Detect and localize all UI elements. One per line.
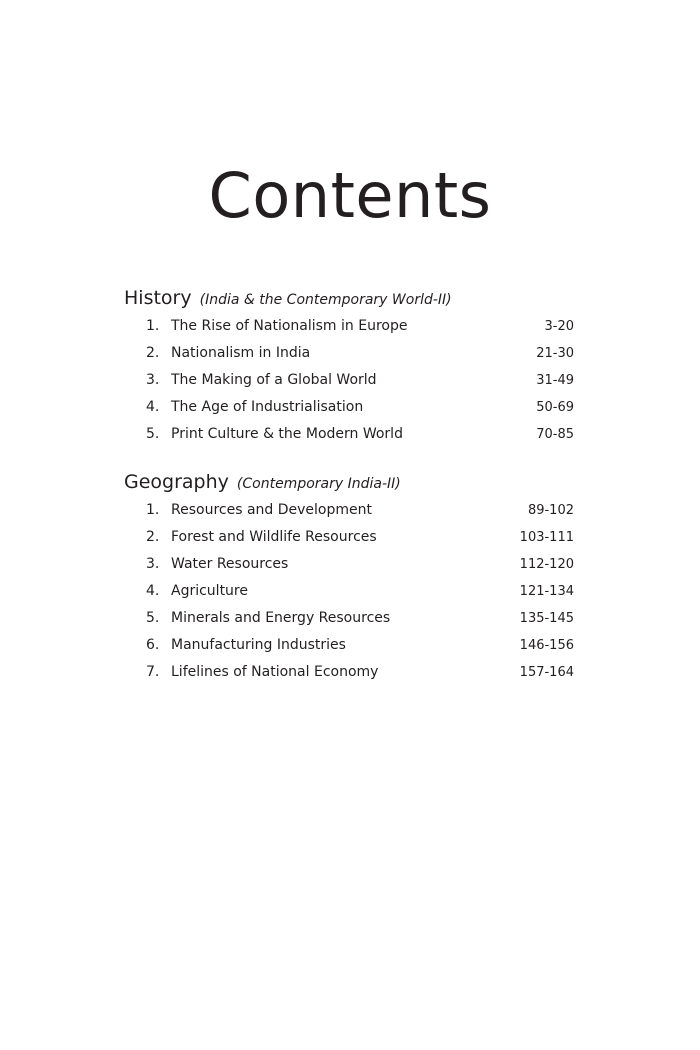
section-subtitle: (India & the Contemporary World-II) (199, 292, 452, 308)
chapter-row[interactable] (124, 524, 574, 551)
chapter-page-range: 121-134 (519, 584, 574, 599)
section-subtitle: (Contemporary India-II) (236, 476, 401, 492)
chapter-row[interactable] (124, 497, 574, 524)
chapter-number: 2. (146, 345, 160, 361)
chapter-title: The Age of Industrialisation (171, 399, 364, 415)
chapter-title: Forest and Wildlife Resources (171, 529, 377, 545)
chapter-title: Water Resources (171, 556, 289, 572)
chapter-title: The Making of a Global World (171, 372, 377, 388)
chapter-row[interactable] (124, 659, 574, 686)
chapter-number: 1. (146, 318, 160, 334)
chapter-page-range: 31-49 (536, 373, 574, 388)
chapter-number: 6. (146, 637, 160, 653)
chapter-page-range: 21-30 (536, 346, 574, 361)
chapter-row[interactable] (124, 605, 574, 632)
chapter-page-range: 146-156 (519, 638, 574, 653)
section-history (124, 284, 574, 448)
chapter-list (124, 313, 574, 448)
chapter-row[interactable] (124, 340, 574, 367)
page-title: Contents (208, 159, 492, 232)
chapter-row[interactable] (124, 551, 574, 578)
chapter-number: 7. (146, 664, 160, 680)
chapter-page-range: 135-145 (519, 611, 574, 626)
chapter-page-range: 89-102 (527, 503, 574, 518)
chapter-row[interactable] (124, 632, 574, 659)
section-heading (124, 468, 574, 496)
section-name: History (124, 287, 192, 309)
chapter-page-range: 103-111 (519, 530, 574, 545)
chapter-number: 5. (146, 426, 160, 442)
chapter-number: 4. (146, 399, 160, 415)
chapter-row[interactable] (124, 394, 574, 421)
chapter-page-range: 70-85 (536, 427, 574, 442)
chapter-row[interactable] (124, 367, 574, 394)
chapter-number: 5. (146, 610, 160, 626)
chapter-page-range: 3-20 (544, 319, 574, 334)
chapter-row[interactable] (124, 313, 574, 340)
chapter-title: Print Culture & the Modern World (171, 426, 403, 442)
chapter-title: Manufacturing Industries (171, 637, 346, 653)
chapter-number: 3. (146, 556, 160, 572)
section-geography (124, 468, 574, 686)
chapter-page-range: 157-164 (519, 665, 574, 680)
chapter-row[interactable] (124, 421, 574, 448)
chapter-title: Resources and Development (171, 502, 372, 518)
chapter-list (124, 497, 574, 686)
chapter-number: 2. (146, 529, 160, 545)
section-name: Geography (124, 471, 229, 493)
chapter-number: 4. (146, 583, 160, 599)
chapter-title: Agriculture (171, 583, 248, 599)
chapter-title: Nationalism in India (171, 345, 311, 361)
chapter-title: Minerals and Energy Resources (171, 610, 391, 626)
chapter-title: Lifelines of National Economy (171, 664, 379, 680)
chapter-page-range: 50-69 (536, 400, 574, 415)
chapter-row[interactable] (124, 578, 574, 605)
chapter-page-range: 112-120 (519, 557, 574, 572)
chapter-number: 1. (146, 502, 160, 518)
section-heading (124, 284, 574, 312)
chapter-title: The Rise of Nationalism in Europe (171, 318, 408, 334)
chapter-number: 3. (146, 372, 160, 388)
